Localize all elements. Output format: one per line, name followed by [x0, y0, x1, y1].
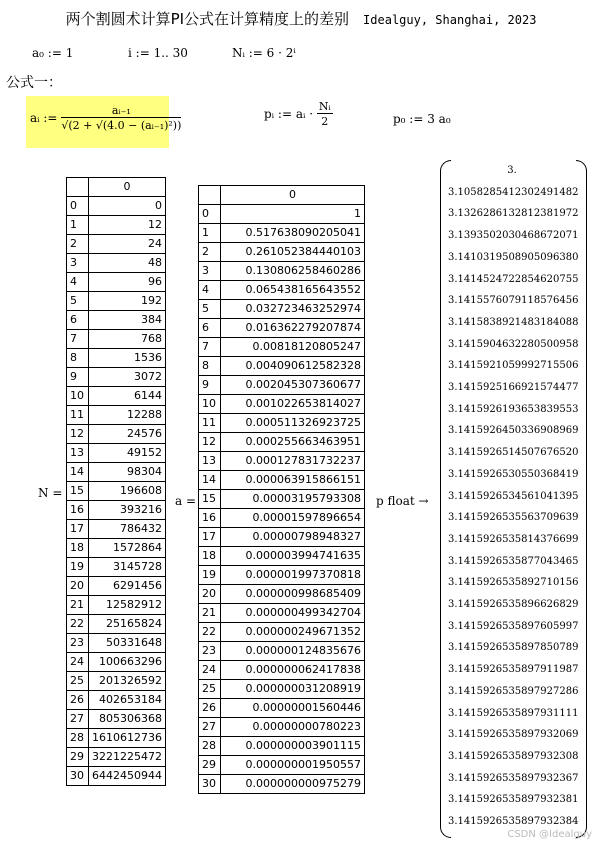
- table-row[interactable]: [199, 300, 365, 319]
- def-p0[interactable]: p₀ := 3 a₀: [393, 112, 451, 126]
- table-N-cell[interactable]: 25165824: [89, 615, 166, 634]
- table-a-cell[interactable]: 0.261052384440103: [221, 243, 365, 262]
- table-N-cell[interactable]: 1610612736: [89, 729, 166, 748]
- table-N-row-index: 17: [67, 520, 89, 539]
- table-a-cell[interactable]: 0.000003994741635: [221, 547, 365, 566]
- p-vector-value: 3.1415926193653839553: [448, 403, 579, 415]
- p-vector-value: 3.1415926514507676520: [448, 447, 579, 459]
- p-vector-value: 3.1415926534561041395: [448, 490, 579, 502]
- table-row[interactable]: [67, 387, 166, 406]
- table-N-cell[interactable]: 3072: [89, 368, 166, 387]
- table-N-row-index: 27: [67, 710, 89, 729]
- table-row[interactable]: [67, 330, 166, 349]
- table-row[interactable]: [199, 205, 365, 224]
- formula-p-lhs: pᵢ := aᵢ ·: [264, 107, 314, 121]
- table-row[interactable]: [67, 710, 166, 729]
- table-a-cell[interactable]: 0.000000001950557: [221, 756, 365, 775]
- table-N-cell[interactable]: 393216: [89, 501, 166, 520]
- table-row[interactable]: [67, 672, 166, 691]
- table-N-row-index: 5: [67, 292, 89, 311]
- table-row[interactable]: [67, 577, 166, 596]
- table-a-cell[interactable]: 0.000000499342704: [221, 604, 365, 623]
- p-vector-value: 3.1415926535897932367: [448, 772, 579, 784]
- table-N-cell[interactable]: 12288: [89, 406, 166, 425]
- table-a-row-index: 26: [199, 699, 221, 718]
- p-vector-value: 3.1415926535814376699: [448, 533, 579, 545]
- table-N-cell[interactable]: 1572864: [89, 539, 166, 558]
- table-N-column-header: 0: [89, 178, 166, 197]
- table-N-cell[interactable]: 50331648: [89, 634, 166, 653]
- table-row[interactable]: [199, 243, 365, 262]
- table-N-cell[interactable]: 768: [89, 330, 166, 349]
- table-N-row-index: 15: [67, 482, 89, 501]
- table-a-row-index: 12: [199, 433, 221, 452]
- table-N-cell[interactable]: 6442450944: [89, 767, 166, 786]
- table-row[interactable]: [67, 691, 166, 710]
- table-a-row-index: 13: [199, 452, 221, 471]
- table-row[interactable]: [67, 539, 166, 558]
- table-N-cell[interactable]: 6144: [89, 387, 166, 406]
- table-N-cell[interactable]: 12: [89, 216, 166, 235]
- table-a-row-index: 15: [199, 490, 221, 509]
- table-row[interactable]: [67, 368, 166, 387]
- p-vector-value: 3.1326286132812381972: [448, 208, 579, 220]
- table-a-cell[interactable]: 0.130806258460286: [221, 262, 365, 281]
- table-N-cell[interactable]: 192: [89, 292, 166, 311]
- p-vector-value: 3.1415926535897927286: [448, 685, 579, 697]
- table-a-column-header: 0: [221, 186, 365, 205]
- table-row[interactable]: [67, 444, 166, 463]
- table-a-cell[interactable]: 0.032723463252974: [221, 300, 365, 319]
- table-a-row-index: 10: [199, 395, 221, 414]
- table-N-row-index: 14: [67, 463, 89, 482]
- table-a-cell[interactable]: 0.016362279207874: [221, 319, 365, 338]
- table-row[interactable]: [199, 471, 365, 490]
- table-N-cell[interactable]: 384: [89, 311, 166, 330]
- table-N-row-index: 30: [67, 767, 89, 786]
- table-row[interactable]: [199, 756, 365, 775]
- table-N-row-index: 23: [67, 634, 89, 653]
- table-a-row-index: 23: [199, 642, 221, 661]
- table-row[interactable]: [67, 197, 166, 216]
- p-vector-value: 3.1415926535897932384: [448, 816, 579, 828]
- table-a-row-index: 17: [199, 528, 221, 547]
- table-a-row-index: 6: [199, 319, 221, 338]
- table-row[interactable]: [199, 661, 365, 680]
- table-row[interactable]: [199, 357, 365, 376]
- table-N-cell[interactable]: 96: [89, 273, 166, 292]
- table-N-cell[interactable]: 100663296: [89, 653, 166, 672]
- table-N-cell[interactable]: 805306368: [89, 710, 166, 729]
- p-vector-value: 3.1415926535896626829: [448, 599, 579, 611]
- formula-p[interactable]: [264, 100, 333, 128]
- p-vector-value: 3.1415926450336908969: [448, 425, 579, 437]
- formula-a[interactable]: [30, 104, 181, 132]
- table-a-cell[interactable]: 0.000000031208919: [221, 680, 365, 699]
- table-a-cell[interactable]: 0.000000249671352: [221, 623, 365, 642]
- table-row[interactable]: [199, 604, 365, 623]
- table-a-container[interactable]: [198, 185, 365, 794]
- table-N-container[interactable]: [66, 177, 166, 786]
- table-row[interactable]: [67, 349, 166, 368]
- table-row[interactable]: [67, 254, 166, 273]
- table-row[interactable]: [67, 634, 166, 653]
- p-vector-value: 3.1415926535897911987: [448, 664, 579, 676]
- table-a-cell[interactable]: 0.000127831732237: [221, 452, 365, 471]
- table-row[interactable]: [199, 585, 365, 604]
- table-a-row-index: 3: [199, 262, 221, 281]
- table-row[interactable]: [67, 311, 166, 330]
- table-a-cell[interactable]: 0.00000000780223: [221, 718, 365, 737]
- table-a-row-index: 2: [199, 243, 221, 262]
- table-row[interactable]: [67, 501, 166, 520]
- table-N-cell[interactable]: 0: [89, 197, 166, 216]
- author-text: Idealguy, Shanghai, 2023: [363, 13, 537, 27]
- table-N-cell[interactable]: 402653184: [89, 691, 166, 710]
- p-vector[interactable]: [448, 160, 579, 833]
- table-a-row-index: 4: [199, 281, 221, 300]
- table-a-cell[interactable]: 0.000000062417838: [221, 661, 365, 680]
- p-vector-value: 3.1415926530550368419: [448, 468, 579, 480]
- p-vector-value: 3.1415926535897931111: [448, 707, 579, 719]
- table-N-cell[interactable]: 6291456: [89, 577, 166, 596]
- table-N-row-index: 28: [67, 729, 89, 748]
- table-row[interactable]: [199, 281, 365, 300]
- table-a-corner-cell: [199, 186, 221, 205]
- formula-a-lhs: aᵢ :=: [30, 111, 58, 125]
- p-vector-value: 3.: [507, 165, 517, 176]
- table-a-cell[interactable]: 0.00003195793308: [221, 490, 365, 509]
- table-a-cell[interactable]: 0.000000003901115: [221, 737, 365, 756]
- label-a: a =: [175, 494, 197, 508]
- table-a-cell[interactable]: 0.000255663463951: [221, 433, 365, 452]
- table-N-row-index: 11: [67, 406, 89, 425]
- p-vector-value: 3.1393502030468672071: [448, 230, 579, 242]
- table-a-cell[interactable]: 0.065438165643552: [221, 281, 365, 300]
- table-N-row-index: 19: [67, 558, 89, 577]
- table-row[interactable]: [199, 775, 365, 794]
- p-vector-value: 3.1415926535877043465: [448, 555, 579, 567]
- table-N-cell[interactable]: 12582912: [89, 596, 166, 615]
- table-a-row-index: 30: [199, 775, 221, 794]
- table-row[interactable]: [67, 273, 166, 292]
- table-N-row-index: 3: [67, 254, 89, 273]
- p-vector-value: 3.1415904632280500958: [448, 338, 579, 350]
- table-a-cell[interactable]: 0.000000998685409: [221, 585, 365, 604]
- table-row[interactable]: [199, 737, 365, 756]
- table-N-row-index: 4: [67, 273, 89, 292]
- table-a-row-index: 21: [199, 604, 221, 623]
- table-a-row-index: 22: [199, 623, 221, 642]
- table-row[interactable]: [199, 566, 365, 585]
- table-row[interactable]: [199, 547, 365, 566]
- table-a-row-index: 7: [199, 338, 221, 357]
- p-vector-value: 3.1415926535897932069: [448, 729, 579, 741]
- table-a-row-index: 5: [199, 300, 221, 319]
- table-a-row-index: 25: [199, 680, 221, 699]
- table-N-corner-cell: [67, 178, 89, 197]
- table-a-row-index: 0: [199, 205, 221, 224]
- table-a-row-index: 11: [199, 414, 221, 433]
- table-row[interactable]: [199, 718, 365, 737]
- table-row[interactable]: [199, 414, 365, 433]
- def-a0[interactable]: a₀ := 1: [32, 46, 74, 60]
- table-N-row-index: 13: [67, 444, 89, 463]
- table-N-cell[interactable]: 786432: [89, 520, 166, 539]
- p-vector-value: 3.1415926535892710156: [448, 577, 579, 589]
- table-row[interactable]: [199, 376, 365, 395]
- table-row[interactable]: [199, 680, 365, 699]
- table-N-cell[interactable]: 98304: [89, 463, 166, 482]
- p-vector-value: 3.1415925166921574477: [448, 382, 579, 394]
- formula-p-denominator: 2: [321, 115, 329, 128]
- table-row[interactable]: [199, 433, 365, 452]
- table-a-row-index: 29: [199, 756, 221, 775]
- table-a-row-index: 1: [199, 224, 221, 243]
- table-row[interactable]: [67, 425, 166, 444]
- formula-a-fraction: [61, 104, 181, 132]
- table-N-cell[interactable]: 196608: [89, 482, 166, 501]
- table-row[interactable]: [199, 319, 365, 338]
- table-N-cell[interactable]: 201326592: [89, 672, 166, 691]
- table-N-row-index: 25: [67, 672, 89, 691]
- table-row[interactable]: [199, 262, 365, 281]
- table-N[interactable]: [66, 177, 166, 786]
- table-row[interactable]: [67, 482, 166, 501]
- table-a-row-index: 27: [199, 718, 221, 737]
- table-N-row-index: 29: [67, 748, 89, 767]
- table-row[interactable]: [199, 224, 365, 243]
- table-a-row-index: 28: [199, 737, 221, 756]
- table-N-row-index: 18: [67, 539, 89, 558]
- table-N-row-index: 12: [67, 425, 89, 444]
- title-text: 两个割圆术计算PI公式在计算精度上的差别: [65, 10, 350, 28]
- table-N-row-index: 20: [67, 577, 89, 596]
- table-a-cell[interactable]: 0.000001997370818: [221, 566, 365, 585]
- p-vector-value: 3.1410319508905096380: [448, 251, 579, 263]
- table-N-row-index: 0: [67, 197, 89, 216]
- label-p-float: p float →: [376, 494, 429, 508]
- table-N-cell[interactable]: 24576: [89, 425, 166, 444]
- p-vector-value: 3.1058285412302491482: [448, 186, 579, 198]
- table-a-row-index: 16: [199, 509, 221, 528]
- table-a-cell[interactable]: 0.004090612582328: [221, 357, 365, 376]
- p-vector-value: 3.1415838921483184088: [448, 316, 579, 328]
- table-N-cell[interactable]: 3145728: [89, 558, 166, 577]
- table-row[interactable]: [67, 406, 166, 425]
- table-row[interactable]: [67, 558, 166, 577]
- table-row[interactable]: [67, 748, 166, 767]
- table-row[interactable]: [67, 216, 166, 235]
- table-row[interactable]: [67, 235, 166, 254]
- table-a-cell[interactable]: 0.000000000975279: [221, 775, 365, 794]
- table-N-row-index: 16: [67, 501, 89, 520]
- table-row[interactable]: [199, 490, 365, 509]
- table-N-row-index: 21: [67, 596, 89, 615]
- table-a-row-index: 24: [199, 661, 221, 680]
- table-a-row-index: 18: [199, 547, 221, 566]
- table-a[interactable]: [198, 185, 365, 794]
- p-vector-value: 3.1414524722854620755: [448, 273, 579, 285]
- formula-a-numerator: aᵢ₋₁: [61, 104, 181, 118]
- table-a-row-index: 19: [199, 566, 221, 585]
- page-title: [0, 8, 602, 29]
- table-N-cell[interactable]: 48: [89, 254, 166, 273]
- table-row[interactable]: [199, 528, 365, 547]
- table-a-row-index: 8: [199, 357, 221, 376]
- table-row[interactable]: [199, 642, 365, 661]
- p-vector-value: 3.1415926535897850789: [448, 642, 579, 654]
- formula-p-numerator: Nᵢ: [318, 100, 331, 113]
- table-N-row-index: 1: [67, 216, 89, 235]
- table-N-row-index: 8: [67, 349, 89, 368]
- table-row[interactable]: [67, 596, 166, 615]
- table-row[interactable]: [67, 767, 166, 786]
- label-N: N =: [38, 486, 63, 500]
- p-vector-value: 3.1415921059992715506: [448, 360, 579, 372]
- p-vector-value: 3.1415926535563709639: [448, 512, 579, 524]
- table-a-cell[interactable]: 0.00818120805247: [221, 338, 365, 357]
- p-vector-value: 3.1415926535897605997: [448, 620, 579, 632]
- p-vector-value: 3.1415926535897932308: [448, 750, 579, 762]
- table-row[interactable]: [199, 452, 365, 471]
- p-vector-value: 3.1415926535897932381: [448, 794, 579, 806]
- table-a-row-index: 14: [199, 471, 221, 490]
- table-row[interactable]: [199, 699, 365, 718]
- table-a-cell[interactable]: 0.002045307360677: [221, 376, 365, 395]
- table-N-row-index: 9: [67, 368, 89, 387]
- table-N-row-index: 10: [67, 387, 89, 406]
- table-row[interactable]: [67, 463, 166, 482]
- formula-p-fraction: [317, 100, 333, 128]
- table-N-row-index: 2: [67, 235, 89, 254]
- table-row[interactable]: [199, 338, 365, 357]
- watermark: CSDN @Idealguy: [507, 829, 592, 840]
- table-a-cell[interactable]: 0.00000001560446: [221, 699, 365, 718]
- table-N-row-index: 7: [67, 330, 89, 349]
- table-a-cell[interactable]: 0.517638090205041: [221, 224, 365, 243]
- table-a-row-index: 20: [199, 585, 221, 604]
- table-row[interactable]: [67, 729, 166, 748]
- table-a-cell[interactable]: 0.001022653814027: [221, 395, 365, 414]
- table-N-row-index: 6: [67, 311, 89, 330]
- table-row[interactable]: [199, 623, 365, 642]
- table-a-row-index: 9: [199, 376, 221, 395]
- table-N-cell[interactable]: 24: [89, 235, 166, 254]
- table-row[interactable]: [67, 292, 166, 311]
- def-i-range[interactable]: i := 1.. 30: [128, 46, 188, 60]
- formula-a-denominator: √(2 + √(4.0 − (aᵢ₋₁)²)): [61, 119, 182, 132]
- table-a-cell[interactable]: 0.000511326923725: [221, 414, 365, 433]
- table-row[interactable]: [67, 653, 166, 672]
- table-a-cell[interactable]: 0.00000798948327: [221, 528, 365, 547]
- table-N-cell[interactable]: 3221225472: [89, 748, 166, 767]
- def-Ni[interactable]: Nᵢ := 6 · 2ⁱ: [232, 46, 296, 60]
- p-vector-value: 3.1415576079118576456: [448, 295, 579, 307]
- table-N-cell[interactable]: 1536: [89, 349, 166, 368]
- table-N-row-index: 24: [67, 653, 89, 672]
- table-a-cell[interactable]: 1: [221, 205, 365, 224]
- table-a-cell[interactable]: 0.000000124835676: [221, 642, 365, 661]
- table-N-row-index: 26: [67, 691, 89, 710]
- table-N-cell[interactable]: 49152: [89, 444, 166, 463]
- table-a-cell[interactable]: 0.00001597896654: [221, 509, 365, 528]
- table-row[interactable]: [67, 520, 166, 539]
- table-row[interactable]: [67, 615, 166, 634]
- table-row[interactable]: [199, 395, 365, 414]
- table-a-cell[interactable]: 0.000063915866151: [221, 471, 365, 490]
- section-heading: 公式一：: [6, 75, 62, 91]
- table-row[interactable]: [199, 509, 365, 528]
- table-N-row-index: 22: [67, 615, 89, 634]
